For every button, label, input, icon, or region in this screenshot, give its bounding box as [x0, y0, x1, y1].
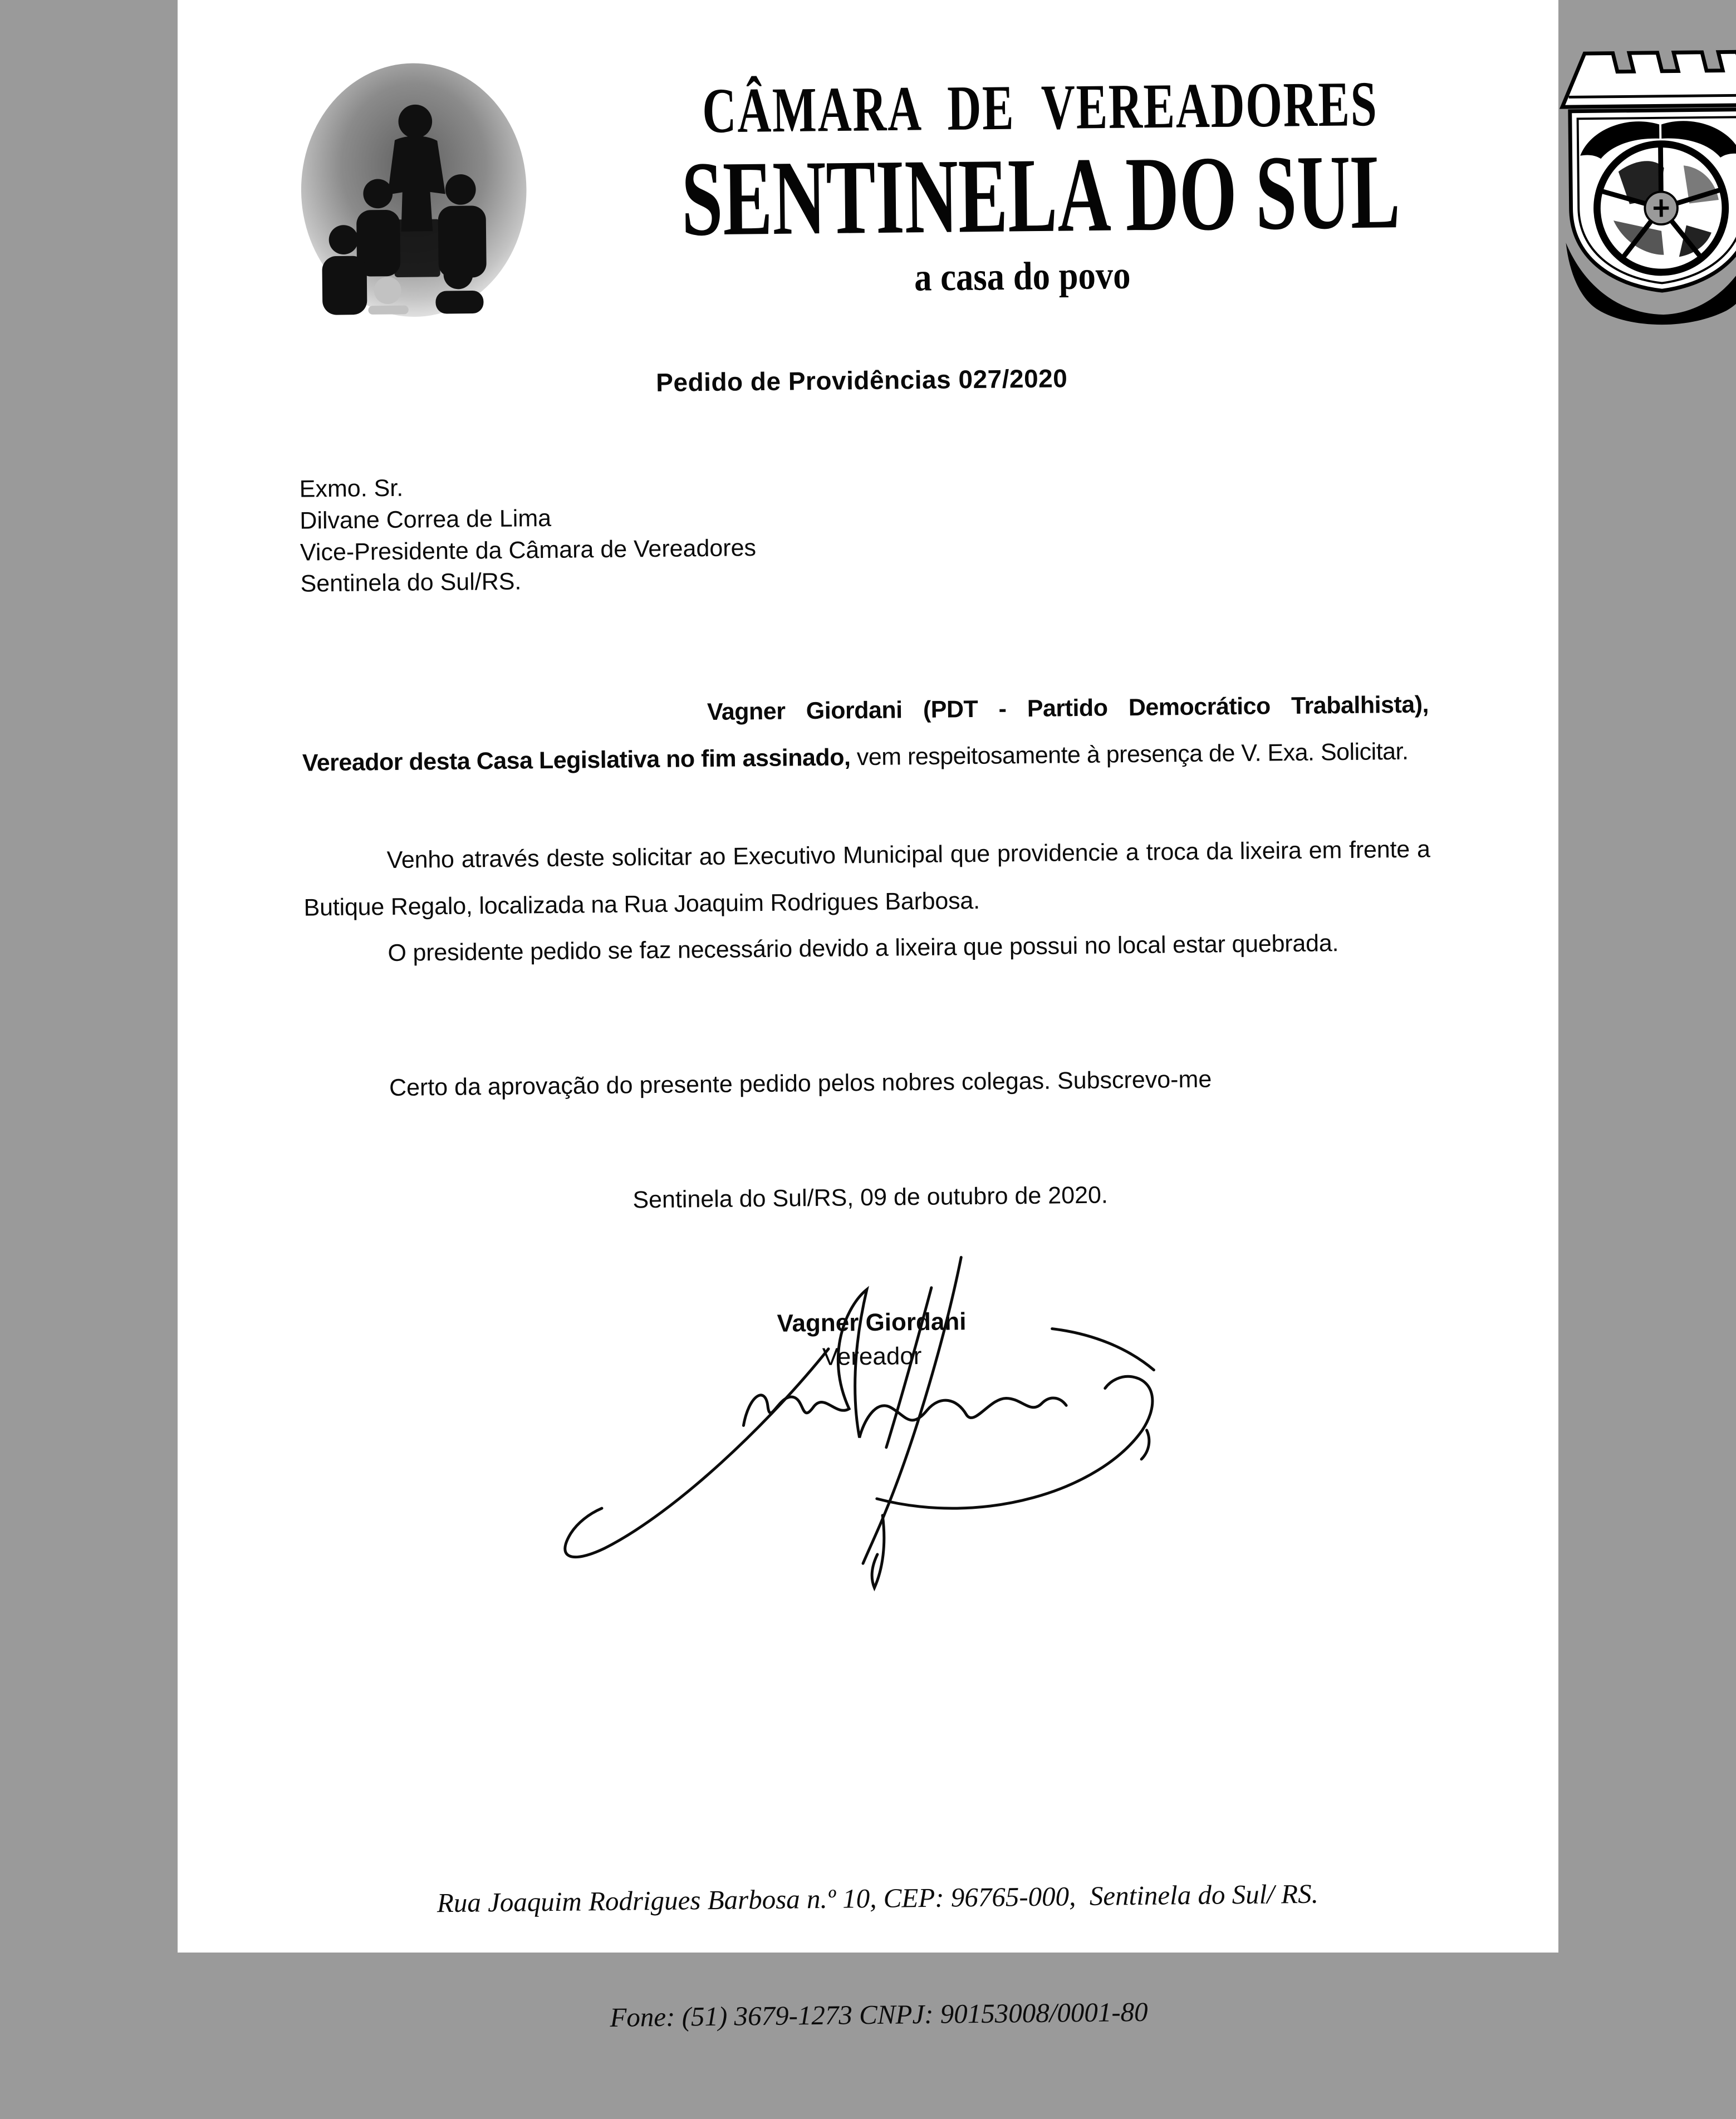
letterhead: [168, 0, 1552, 332]
document-page: [178, 0, 1558, 2033]
addressee-line: Vice-Presidente da Câmara de Vereadores: [300, 534, 757, 566]
intro-regular-text: vem respeitosamente à presença de V. Exa. Solicitar.: [850, 738, 1409, 771]
signer-name: Vagner Giordani: [777, 1308, 967, 1337]
addressee-block: [299, 462, 1427, 600]
footer-contact-line: Fone: (51) 3679-1273 CNPJ: 90153008/0001-80: [610, 1996, 1148, 2033]
letterhead-footer: [187, 1794, 1571, 2119]
letterhead-title-block: [533, 44, 1548, 303]
letter-body: [171, 358, 1563, 1381]
org-tagline: a casa do povo: [914, 253, 1131, 300]
date-line: Sentinela do Sul/RS, 09 de outubro de 2020.: [632, 1181, 1109, 1214]
signer-role: Vereador: [822, 1342, 922, 1371]
justification-paragraph: O presidente pedido se faz necessário devido a lixeira que possui no local estar quebrada.: [388, 930, 1339, 967]
intro-paragraph: [302, 681, 1430, 787]
addressee-line: Sentinela do Sul/RS.: [300, 568, 522, 597]
addressee-line: Exmo. Sr.: [299, 474, 404, 503]
intro-bold-text: Vagner Giordani (PDT - Partido Democrático Trabalhista), Vereador desta Casa Legislativa no fim assinado,: [302, 691, 1429, 777]
addressee-line: Dilvane Correa de Lima: [300, 504, 552, 534]
handwritten-signature-icon: [490, 1250, 1190, 1614]
municipal-coat-of-arms-icon: [1545, 42, 1736, 318]
document-title: Pedido de Providências 027/2020: [655, 364, 1068, 397]
council-people-logo-icon: [294, 55, 536, 317]
scanned-sheet: [168, 0, 1569, 2033]
footer-address-line: Rua Joaquim Rodrigues Barbosa n.º 10, CEP: 96765-000, Sentinela do Sul/ RS.: [437, 1878, 1319, 1919]
org-name-line1: CÂMARA DE VEREADORES: [702, 67, 1378, 146]
org-name-line2: SENTINELA DO SUL: [680, 131, 1401, 258]
closing-line: Certo da aprovação do presente pedido pelos nobres colegas. Subscrevo-me: [389, 1066, 1212, 1102]
request-paragraph: Venho através deste solicitar ao Executivo Municipal que providencie a troca da lixeira em frente a Butique Regalo, localizada na Rua Joaquim Rodrigues Barbosa.: [303, 836, 1430, 921]
